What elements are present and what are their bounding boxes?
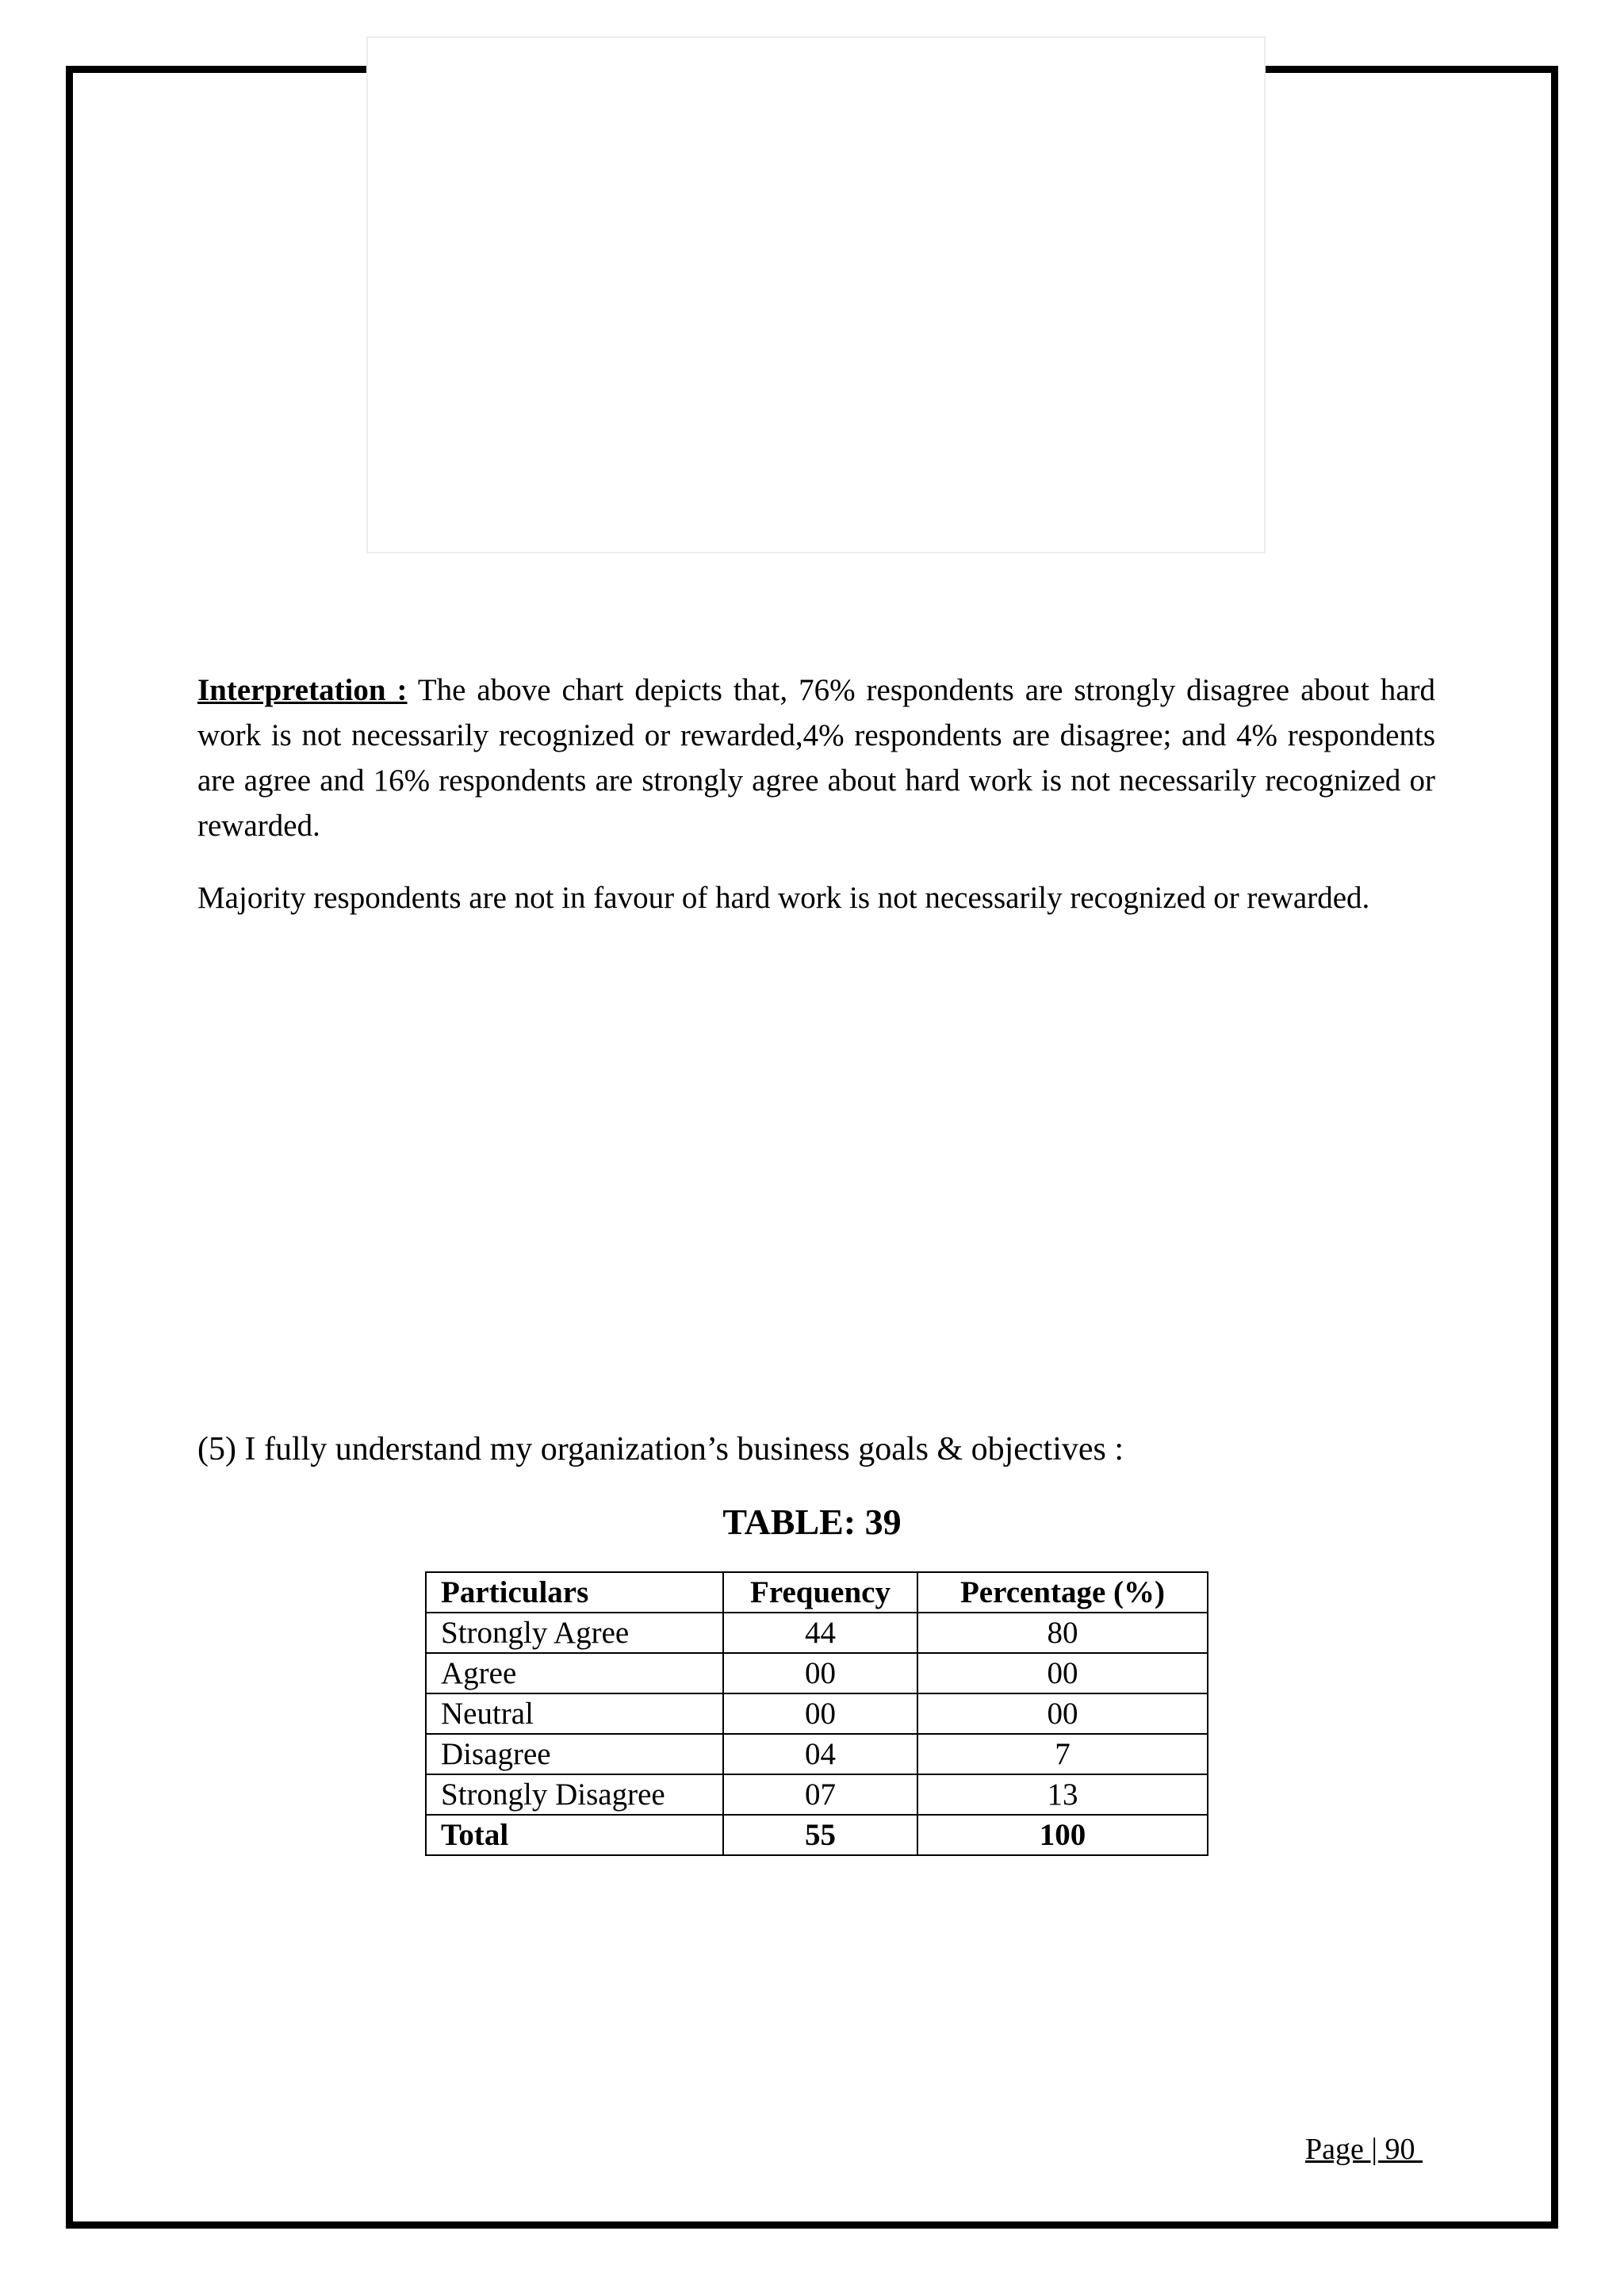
total-label: Total [426, 1815, 723, 1855]
table-row [426, 1693, 1208, 1734]
interpretation-paragraph [197, 668, 1435, 848]
table-row [426, 1613, 1208, 1653]
interpretation-body: The above chart depicts that, 76% respondents are strongly disagree about hard work is not necessarily recognized or rewarded,4% respondents are disagree; and 4% respondents are agree and 16% respondents are strongly agree about hard work is not necessarily recognized or rewarded. [197, 673, 1435, 843]
cell-particulars: Strongly Disagree [426, 1774, 723, 1815]
cell-frequency: 00 [723, 1653, 917, 1693]
frequency-table [425, 1571, 1208, 1856]
header-frequency: Frequency [723, 1572, 917, 1613]
page-number: Page | 90 [1305, 2133, 1423, 2166]
interpretation-lead: Interpretation : [197, 673, 408, 707]
cell-percentage: 7 [917, 1734, 1208, 1774]
total-frequency: 55 [723, 1815, 917, 1855]
cell-particulars: Disagree [426, 1734, 723, 1774]
cell-percentage: 00 [917, 1653, 1208, 1693]
chart-image-placeholder [366, 36, 1266, 553]
total-percentage: 100 [917, 1815, 1208, 1855]
summary-paragraph: Majority respondents are not in favour of hard work is not necessarily recognized or rewarded. [197, 881, 1370, 915]
header-percentage: Percentage (%) [917, 1572, 1208, 1613]
cell-frequency: 04 [723, 1734, 917, 1774]
cell-frequency: 07 [723, 1774, 917, 1815]
table-header-row [426, 1572, 1208, 1613]
cell-particulars: Agree [426, 1653, 723, 1693]
cell-percentage: 00 [917, 1693, 1208, 1734]
table-row [426, 1774, 1208, 1815]
table-row [426, 1734, 1208, 1774]
table-title: TABLE: 39 [722, 1502, 902, 1542]
cell-frequency: 44 [723, 1613, 917, 1653]
table-row [426, 1653, 1208, 1693]
survey-question: (5) I fully understand my organization’s business goals & objectives : [197, 1431, 1124, 1468]
cell-particulars: Strongly Agree [426, 1613, 723, 1653]
table-total-row [426, 1815, 1208, 1855]
cell-particulars: Neutral [426, 1693, 723, 1734]
cell-percentage: 80 [917, 1613, 1208, 1653]
cell-frequency: 00 [723, 1693, 917, 1734]
header-particulars: Particulars [426, 1572, 723, 1613]
cell-percentage: 13 [917, 1774, 1208, 1815]
